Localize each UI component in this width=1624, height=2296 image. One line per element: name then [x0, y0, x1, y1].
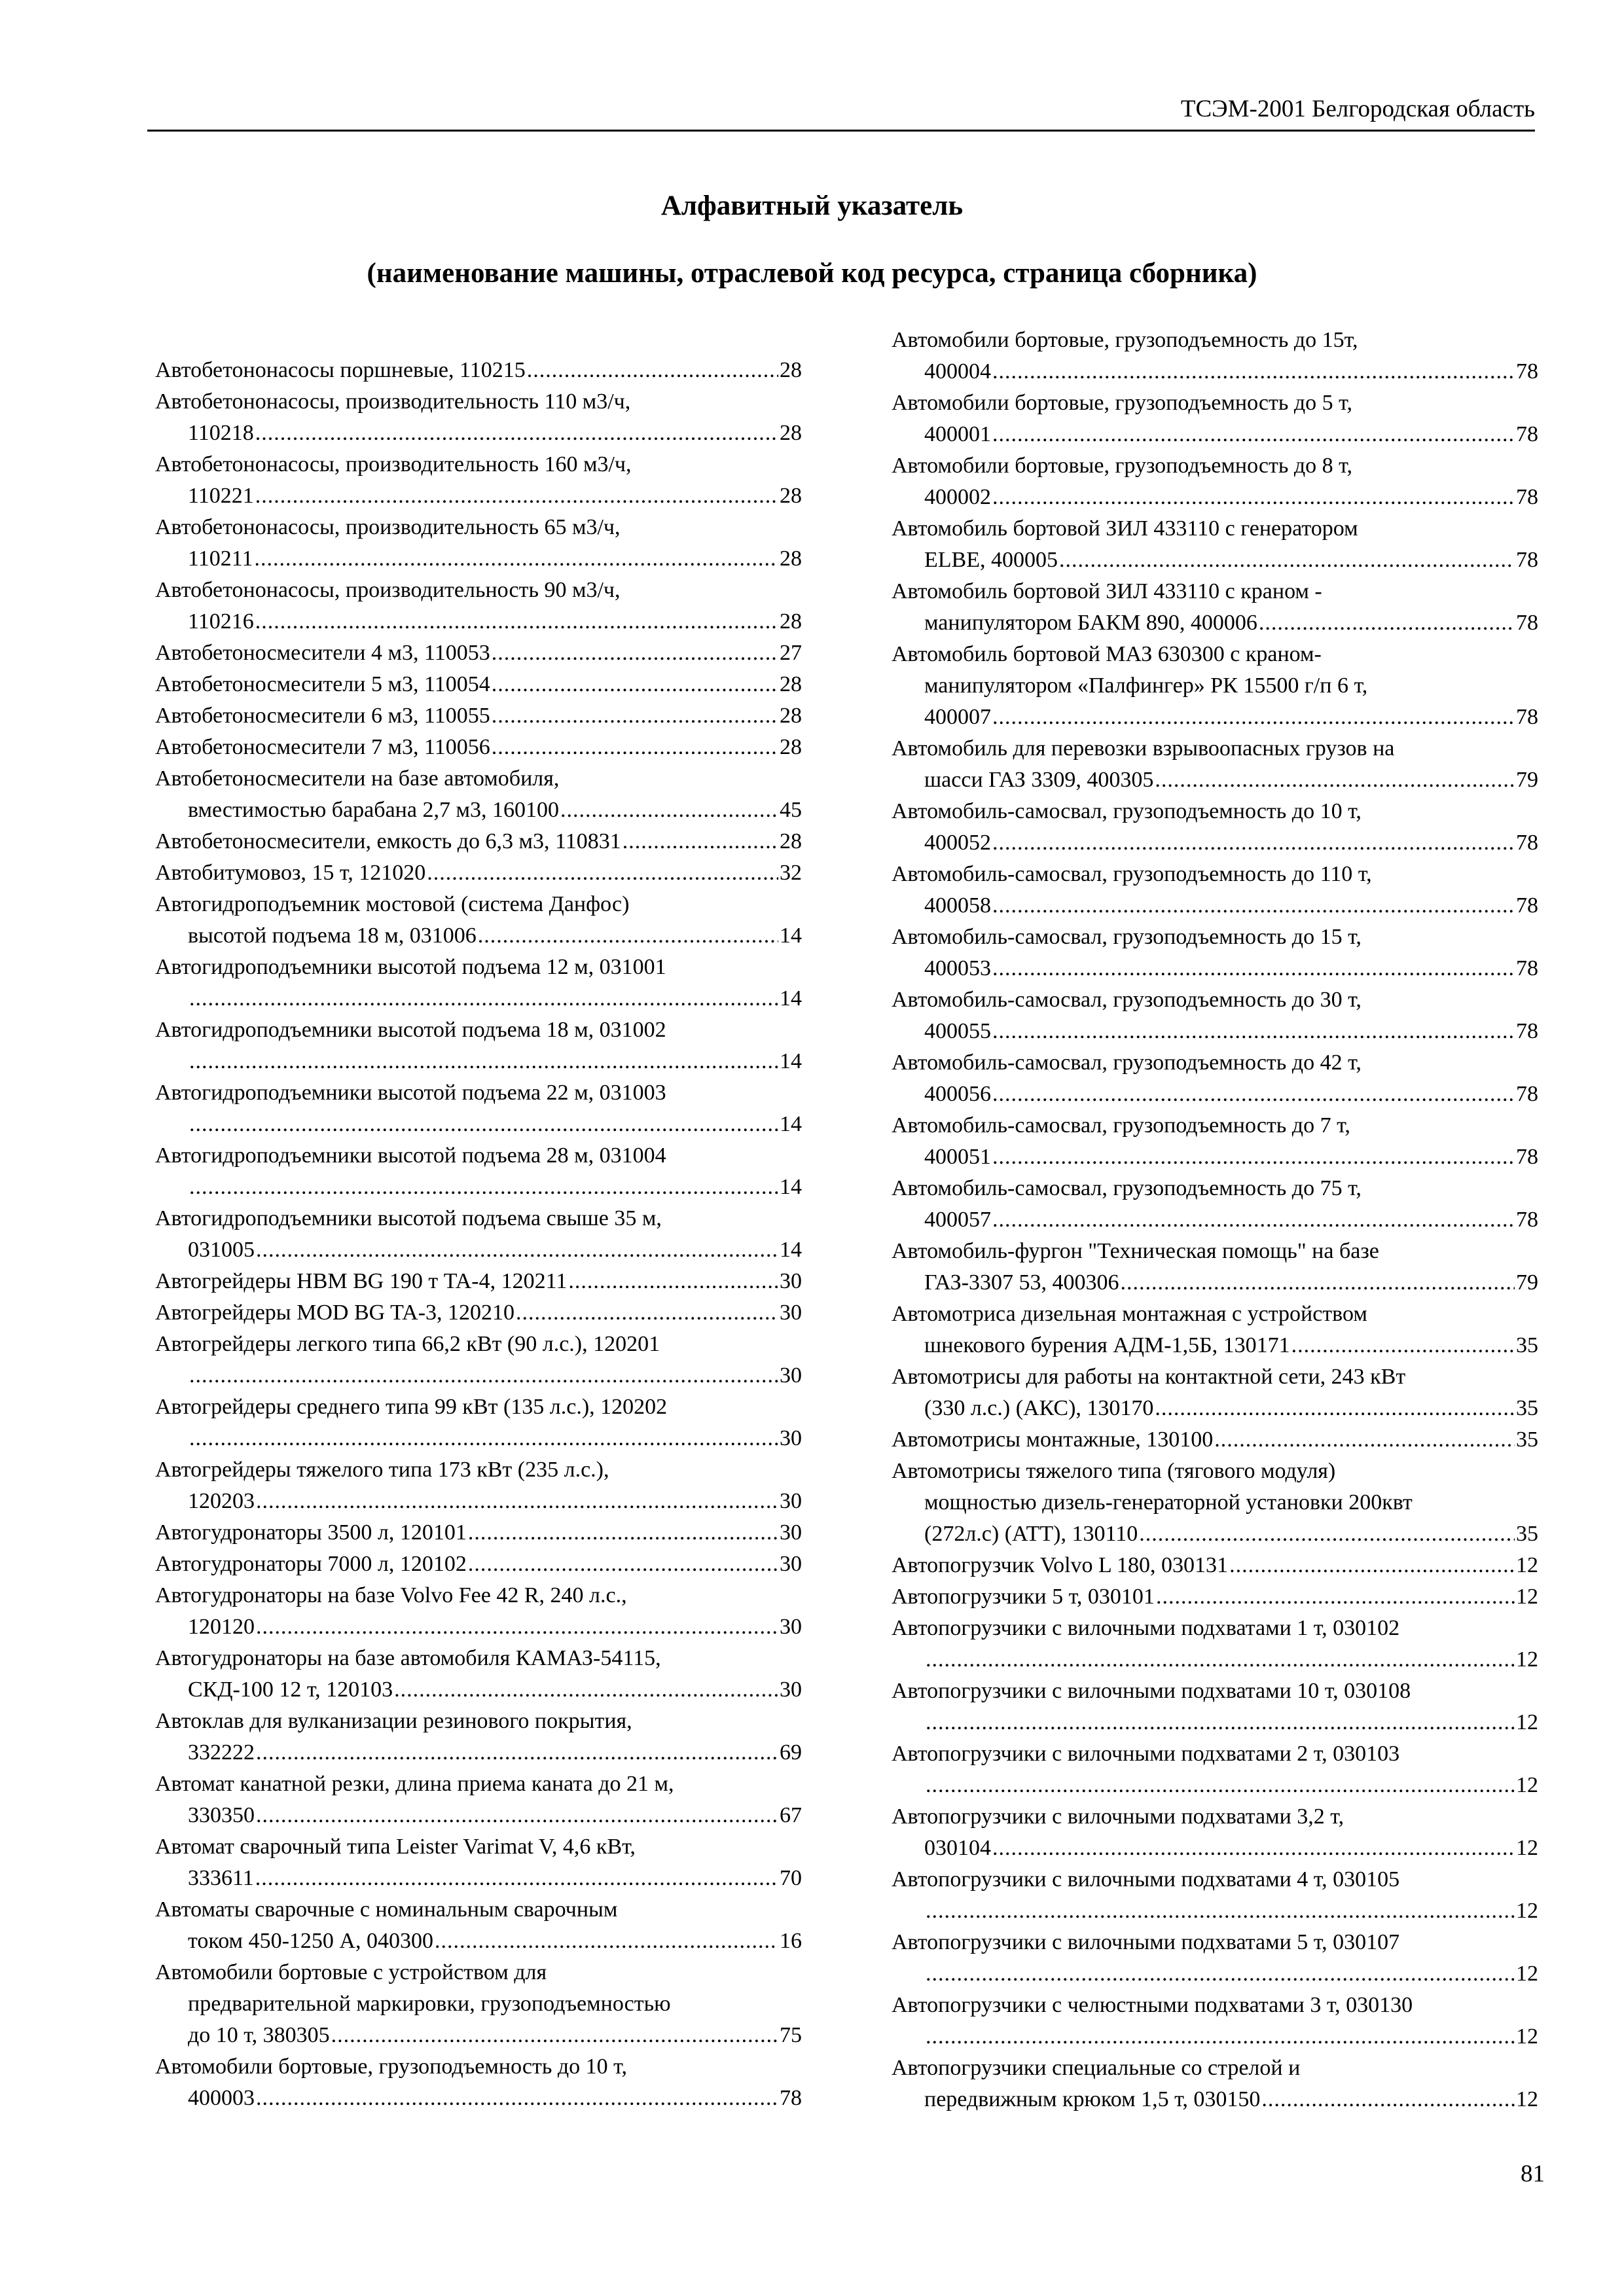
entry-page: 32	[780, 861, 802, 885]
entry-name-continued: (330 л.с.) (АКС), 130170	[924, 1396, 1154, 1420]
entry-page: 28	[780, 609, 802, 634]
index-entry	[155, 700, 802, 732]
dot-leader	[926, 1707, 1515, 1738]
entry-name: Автогрейдеры HBM BG 190 т TA-4, 120211	[155, 1269, 568, 1293]
index-entry	[155, 826, 802, 857]
entry-name: Автогидроподъемники высотой подъема 28 м, 031004	[155, 1143, 666, 1168]
entry-page: 12	[1516, 2024, 1538, 2049]
index-column-left	[155, 355, 802, 2114]
index-entry	[155, 1831, 802, 1894]
entry-page: 30	[780, 1489, 802, 1513]
index-entry	[892, 733, 1538, 796]
entry-name: Автобетононасосы, производительность 160 м3/ч,	[155, 452, 632, 476]
entry-name: Автопогрузчики с вилочными подхватами 3,2 т,	[892, 1804, 1344, 1829]
dot-leader	[527, 355, 778, 386]
index-entry	[155, 857, 802, 889]
dot-leader	[992, 482, 1515, 513]
index-entry	[892, 1676, 1538, 1738]
entry-name: Автопогрузчики с вилочными подхватами 4 т, 030105	[892, 1867, 1400, 1892]
dot-leader	[568, 1266, 778, 1297]
entry-name: Автогрейдеры легкого типа 66,2 кВт (90 л.с.), 120201	[155, 1332, 660, 1356]
entry-page: 78	[1516, 1019, 1538, 1043]
dot-leader	[256, 1611, 778, 1643]
index-entry	[892, 984, 1538, 1047]
index-entry	[892, 325, 1538, 387]
entry-name-continued: СКД-100 12 т, 120103	[188, 1677, 393, 1702]
running-header	[147, 92, 1535, 132]
entry-page: 78	[1516, 422, 1538, 446]
index-entry	[155, 1266, 802, 1297]
entry-name: Автопогрузчики 5 т, 030101	[892, 1585, 1155, 1609]
entry-name: Автобетоносмесители 4 м3, 110053	[155, 641, 490, 665]
entry-page: 70	[780, 1866, 802, 1890]
entry-page: 78	[1516, 611, 1538, 635]
entry-page: 28	[780, 421, 802, 445]
entry-page: 79	[1516, 768, 1538, 792]
index-subtitle: (наименование машины, отраслевой код ресурса, страница сборника)	[367, 258, 1257, 289]
entry-name: Автомобили бортовые с устройством для	[155, 1960, 547, 1984]
entry-page: 27	[780, 641, 802, 665]
dot-leader	[1214, 1424, 1515, 1456]
entry-page: 78	[1516, 705, 1538, 729]
entry-name: Автобетоносмесители 6 м3, 110055	[155, 704, 490, 728]
running-title: ТСЭМ-2001 Белгородская область	[1180, 96, 1535, 122]
index-entry	[155, 512, 802, 575]
entry-name: Автоматы сварочные с номинальным сварочным	[155, 1897, 618, 1922]
entry-name: мощностью дизель-генераторной установки 200квт	[924, 1490, 1413, 1515]
dot-leader	[560, 795, 778, 826]
dot-leader	[331, 2020, 778, 2051]
entry-name: Автобетоносмесители 5 м3, 110054	[155, 672, 490, 696]
dot-leader	[478, 920, 778, 952]
entry-page: 35	[1516, 1333, 1538, 1357]
entry-name: Автогрейдеры тяжелого типа 173 кВт (235 л.с.),	[155, 1458, 609, 1482]
dot-leader	[1155, 764, 1515, 796]
entry-page: 14	[780, 1112, 802, 1136]
entry-name-continued: 400058	[924, 893, 991, 918]
dot-leader	[189, 1046, 778, 1077]
dot-leader	[1261, 2084, 1515, 2115]
entry-name: Автогидроподъемник мостовой (система Данфос)	[155, 892, 630, 916]
entry-name: Автомобиль-самосвал, грузоподъемность до 15 т,	[892, 925, 1362, 949]
entry-name-continued: 400003	[188, 2086, 255, 2110]
index-column-right	[892, 325, 1538, 2115]
index-entry	[155, 732, 802, 763]
dot-leader	[256, 2083, 778, 2114]
index-entry	[892, 1801, 1538, 1864]
entry-name: Автомотрисы монтажные, 130100	[892, 1427, 1214, 1452]
entry-name: Автобетоносмесители 7 м3, 110056	[155, 735, 490, 759]
page-number: 81	[1521, 2161, 1545, 2187]
dot-leader	[992, 1079, 1515, 1110]
entry-name-continued: 332222	[188, 1740, 255, 1765]
index-entry	[892, 1990, 1538, 2053]
index-entry	[892, 1299, 1538, 1361]
entry-name-continued: 330350	[188, 1803, 255, 1827]
index-entry	[155, 575, 802, 637]
entry-name: Автопогрузчики специальные со стрелой и	[892, 2056, 1301, 2080]
entry-name-continued: передвижным крюком 1,5 т, 030150	[924, 2087, 1261, 2111]
dot-leader	[1229, 1550, 1515, 1581]
entry-name-continued: шнекового бурения АДМ-1,5Б, 130171	[924, 1333, 1290, 1357]
entry-name-continued: 031005	[188, 1238, 255, 1262]
entry-name: Автогудронаторы на базе Volvo Fee 42 R, 240 л.с.,	[155, 1583, 627, 1607]
index-entry	[155, 1706, 802, 1768]
index-entry	[155, 1077, 802, 1140]
index-entry	[892, 1361, 1538, 1424]
dot-leader	[623, 826, 778, 857]
index-entry	[892, 1456, 1538, 1550]
dot-leader	[435, 1926, 778, 1957]
index-entry	[155, 1329, 802, 1391]
index-entry	[155, 1894, 802, 1957]
entry-page: 78	[1516, 359, 1538, 384]
entry-name-continued: 110216	[188, 609, 254, 634]
entry-page: 12	[1516, 1710, 1538, 1734]
index-entry	[892, 1110, 1538, 1173]
entry-page: 78	[1516, 548, 1538, 572]
index-entry	[892, 387, 1538, 450]
entry-name: манипулятором «Палфингер» РК 15500 г/п 6 т,	[924, 673, 1368, 698]
entry-page: 12	[1516, 1836, 1538, 1860]
entry-page: 12	[1516, 2087, 1538, 2111]
entry-page: 30	[780, 1677, 802, 1702]
dot-leader	[992, 953, 1515, 984]
dot-leader	[189, 983, 778, 1014]
entry-name: Автогидроподъемники высотой подъема 22 м, 031003	[155, 1081, 666, 1105]
entry-page: 28	[780, 672, 802, 696]
dot-leader	[256, 1486, 778, 1517]
entry-name: Автогудронаторы 3500 л, 120101	[155, 1520, 467, 1545]
dot-leader	[492, 732, 778, 763]
entry-name: Автобетононасосы, производительность 90 м3/ч,	[155, 578, 621, 602]
dot-leader	[926, 1958, 1515, 1990]
entry-name-continued: 400052	[924, 831, 991, 855]
index-entry	[155, 1957, 802, 2051]
dot-leader	[992, 1016, 1515, 1047]
index-entry	[155, 952, 802, 1014]
dot-leader	[926, 1770, 1515, 1801]
entry-name-continued: 400057	[924, 1208, 991, 1232]
index-entry	[892, 1173, 1538, 1236]
entry-name-continued: 400051	[924, 1145, 991, 1169]
dot-leader	[1156, 1581, 1515, 1613]
dot-leader	[992, 890, 1515, 922]
dot-leader	[255, 606, 778, 637]
entry-name: Автопогрузчик Volvo L 180, 030131	[892, 1553, 1229, 1577]
entry-name-continued: 030104	[924, 1836, 991, 1860]
dot-leader	[189, 1423, 778, 1454]
entry-page: 28	[780, 358, 802, 382]
index-entry	[155, 1203, 802, 1266]
dot-leader	[1259, 607, 1515, 639]
entry-name-continued: 110211	[188, 547, 253, 571]
dot-leader	[992, 356, 1515, 387]
entry-name: Автомат канатной резки, длина приема каната до 21 м,	[155, 1772, 674, 1796]
entry-name: Автобетоносмесители, емкость до 6,3 м3, 110831	[155, 829, 621, 853]
entry-name: Автопогрузчики с вилочными подхватами 10 т, 030108	[892, 1679, 1411, 1703]
entry-name-continued: шасси ГАЗ 3309, 400305	[924, 768, 1154, 792]
dot-leader	[926, 1895, 1515, 1927]
dot-leader	[492, 669, 778, 700]
entry-page: 78	[1516, 1145, 1538, 1169]
dot-leader	[394, 1674, 778, 1706]
entry-page: 78	[1516, 956, 1538, 980]
entry-page: 14	[780, 1175, 802, 1199]
entry-page: 28	[780, 735, 802, 759]
entry-name: Автогидроподъемники высотой подъема свыше 35 м,	[155, 1206, 662, 1230]
entry-name: Автомобиль бортовой ЗИЛ 433110 с краном -	[892, 579, 1322, 603]
dot-leader	[255, 418, 778, 449]
entry-page: 28	[780, 704, 802, 728]
entry-page: 28	[780, 547, 802, 571]
index-entry	[155, 1643, 802, 1706]
entry-page: 35	[1516, 1522, 1538, 1546]
index-entry	[892, 1927, 1538, 1990]
index-entry	[892, 1047, 1538, 1110]
index-entry	[155, 1768, 802, 1831]
entry-page: 78	[1516, 485, 1538, 509]
entry-name-continued: 120120	[188, 1615, 255, 1639]
entry-page: 30	[780, 1552, 802, 1576]
entry-page: 69	[780, 1740, 802, 1765]
index-entry	[155, 1391, 802, 1454]
entry-name: Автомотрисы тяжелого типа (тягового модуля)	[892, 1459, 1336, 1483]
index-entry	[892, 1613, 1538, 1676]
entry-name: Автоклав для вулканизации резинового покрытия,	[155, 1709, 632, 1733]
entry-page: 14	[780, 924, 802, 948]
entry-name-continued: вместимостью барабана 2,7 м3, 160100	[188, 798, 559, 822]
dot-leader	[992, 1833, 1515, 1864]
entry-page: 12	[1516, 1899, 1538, 1923]
entry-page: 12	[1516, 1962, 1538, 1986]
entry-page: 30	[780, 1520, 802, 1545]
entry-page: 78	[1516, 893, 1538, 918]
entry-name: Автомобиль-самосвал, грузоподъемность до 10 т,	[892, 799, 1362, 823]
entry-name-continued: 400056	[924, 1082, 991, 1106]
dot-leader	[255, 480, 778, 512]
entry-name-continued: 400002	[924, 485, 991, 509]
index-entry	[892, 859, 1538, 922]
dot-leader	[468, 1517, 778, 1549]
index-entry	[155, 1454, 802, 1517]
dot-leader	[256, 1800, 778, 1831]
index-entry	[155, 1580, 802, 1643]
index-entry	[155, 669, 802, 700]
entry-name-continued: 333611	[188, 1866, 254, 1890]
dot-leader	[992, 419, 1515, 450]
index-entry	[155, 1549, 802, 1580]
entry-name: Автомотрисы для работы на контактной сети, 243 кВт	[892, 1365, 1406, 1389]
dot-leader	[992, 702, 1515, 733]
index-entry	[155, 889, 802, 952]
entry-page: 30	[780, 1363, 802, 1388]
entry-name: Автобетоносмесители на базе автомобиля,	[155, 766, 560, 791]
dot-leader	[1155, 1393, 1515, 1424]
entry-name: Автомобили бортовые, грузоподъемность до 5 т,	[892, 391, 1352, 415]
index-entry	[155, 2051, 802, 2114]
entry-name-continued: 110221	[188, 484, 254, 508]
entry-name-continued: ELBE, 400005	[924, 548, 1058, 572]
index-entry	[155, 1517, 802, 1549]
index-entry	[155, 1140, 802, 1203]
entry-name: Автогидроподъемники высотой подъема 18 м, 031002	[155, 1018, 666, 1042]
entry-page: 30	[780, 1426, 802, 1450]
dot-leader	[926, 1644, 1515, 1676]
entry-name-continued: 400055	[924, 1019, 991, 1043]
dot-leader	[468, 1549, 778, 1580]
entry-name: Автопогрузчики с вилочными подхватами 5 т, 030107	[892, 1930, 1400, 1954]
entry-name-continued: 400001	[924, 422, 991, 446]
index-entry	[892, 1581, 1538, 1613]
entry-name: Автомобиль для перевозки взрывоопасных грузов на	[892, 736, 1395, 761]
entry-name: Автобитумовоз, 15 т, 121020	[155, 861, 426, 885]
dot-leader	[254, 543, 778, 575]
entry-page: 78	[1516, 831, 1538, 855]
entry-name: Автогрейдеры MOD BG TA-3, 120210	[155, 1300, 515, 1325]
entry-name: Автомобиль бортовой МАЗ 630300 с краном-	[892, 642, 1322, 666]
entry-name: Автомобиль-самосвал, грузоподъемность до 75 т,	[892, 1176, 1362, 1200]
entry-page: 12	[1516, 1553, 1538, 1577]
index-entry	[892, 922, 1538, 984]
entry-name: Автомобиль-самосвал, грузоподъемность до 7 т,	[892, 1113, 1350, 1138]
entry-page: 14	[780, 986, 802, 1011]
entry-name: Автомобили бортовые, грузоподъемность до 10 т,	[155, 2054, 627, 2079]
entry-name: Автопогрузчики с вилочными подхватами 2 т, 030103	[892, 1742, 1400, 1766]
entry-page: 30	[780, 1615, 802, 1639]
entry-page: 78	[780, 2086, 802, 2110]
entry-name-continued: высотой подъема 18 м, 031006	[188, 924, 477, 948]
index-entry	[155, 449, 802, 512]
dot-leader	[189, 1109, 778, 1140]
index-entry	[892, 1738, 1538, 1801]
entry-page: 14	[780, 1238, 802, 1262]
dot-leader	[1059, 545, 1515, 576]
entry-page: 12	[1516, 1647, 1538, 1672]
entry-page: 75	[780, 2023, 802, 2047]
entry-name: Автобетононасосы поршневые, 110215	[155, 358, 526, 382]
entry-name-continued: 120203	[188, 1489, 255, 1513]
index-entry	[892, 513, 1538, 576]
dot-leader	[926, 2021, 1515, 2053]
dot-leader	[492, 637, 778, 669]
entry-page: 78	[1516, 1082, 1538, 1106]
entry-page: 28	[780, 829, 802, 853]
entry-page: 35	[1516, 1427, 1538, 1452]
index-entry	[892, 639, 1538, 733]
entry-name: Автогидроподъемники высотой подъема 12 м, 031001	[155, 955, 666, 979]
entry-name: Автобетононасосы, производительность 65 м3/ч,	[155, 515, 621, 539]
entry-name: Автомобиль-самосвал, грузоподъемность до 110 т,	[892, 862, 1372, 886]
dot-leader	[1291, 1330, 1515, 1361]
dot-leader	[992, 1204, 1515, 1236]
dot-leader	[189, 1360, 778, 1391]
entry-name: Автопогрузчики с челюстными подхватами 3 т, 030130	[892, 1993, 1413, 2017]
entry-name-continued: 400007	[924, 705, 991, 729]
index-entry	[892, 2053, 1538, 2115]
entry-name: Автомобиль бортовой ЗИЛ 433110 с генератором	[892, 516, 1358, 541]
index-entry	[892, 1864, 1538, 1927]
entry-page: 78	[1516, 1208, 1538, 1232]
index-entry	[155, 1014, 802, 1077]
index-entry	[892, 796, 1538, 859]
index-entry	[892, 1236, 1538, 1299]
dot-leader	[256, 1737, 778, 1768]
dot-leader	[516, 1297, 778, 1329]
entry-page: 45	[780, 798, 802, 822]
entry-name: Автомат сварочный типа Leister Varimat V, 4,6 кВт,	[155, 1835, 636, 1859]
index-entry	[155, 386, 802, 449]
index-entry	[155, 763, 802, 826]
entry-name-continued: ГАЗ-3307 53, 400306	[924, 1270, 1119, 1295]
entry-name: Автомобиль-фургон "Техническая помощь" на базе	[892, 1239, 1379, 1263]
entry-page: 67	[780, 1803, 802, 1827]
entry-page: 16	[780, 1929, 802, 1953]
index-entry	[892, 1550, 1538, 1581]
entry-name: Автомотриса дизельная монтажная с устройством	[892, 1302, 1367, 1326]
entry-name: Автопогрузчики с вилочными подхватами 1 т, 030102	[892, 1616, 1400, 1640]
entry-page: 12	[1516, 1585, 1538, 1609]
entry-name: Автомобиль-самосвал, грузоподъемность до 42 т,	[892, 1050, 1362, 1075]
entry-page: 12	[1516, 1773, 1538, 1797]
entry-page: 79	[1516, 1270, 1538, 1295]
index-entry	[892, 1424, 1538, 1456]
entry-name: предварительной маркировки, грузоподъемностью	[188, 1992, 671, 2016]
entry-name: Автогудронаторы 7000 л, 120102	[155, 1552, 467, 1576]
dot-leader	[189, 1172, 778, 1203]
dot-leader	[1121, 1267, 1515, 1299]
entry-page: 14	[780, 1049, 802, 1073]
index-entry	[155, 637, 802, 669]
index-entry	[892, 450, 1538, 513]
dot-leader	[1139, 1518, 1515, 1550]
entry-name: Автогрейдеры среднего типа 99 кВт (135 л.с.), 120202	[155, 1395, 668, 1419]
entry-name-continued: до 10 т, 380305	[188, 2023, 330, 2047]
dot-leader	[256, 1234, 778, 1266]
entry-name: Автомобили бортовые, грузоподъемность до 8 т,	[892, 454, 1352, 478]
entry-name: Автомобили бортовые, грузоподъемность до 15т,	[892, 328, 1358, 352]
index-entry	[892, 576, 1538, 639]
entry-page: 35	[1516, 1396, 1538, 1420]
entry-name-continued: 110218	[188, 421, 254, 445]
index-entry	[155, 355, 802, 386]
index-entry	[155, 1297, 802, 1329]
entry-name: Автогудронаторы на базе автомобиля КАМАЗ-54115,	[155, 1646, 661, 1670]
entry-name-continued: манипулятором БАКМ 890, 400006	[924, 611, 1257, 635]
index-title: Алфавитный указатель	[660, 190, 964, 221]
entry-name-continued: током 450-1250 А, 040300	[188, 1929, 433, 1953]
entry-name-continued: 400004	[924, 359, 991, 384]
dot-leader	[992, 1141, 1515, 1173]
entry-page: 28	[780, 484, 802, 508]
dot-leader	[255, 1863, 778, 1894]
entry-name-continued: (272л.с) (АТТ), 130110	[924, 1522, 1138, 1546]
dot-leader	[992, 827, 1515, 859]
entry-page: 30	[780, 1269, 802, 1293]
dot-leader	[492, 700, 778, 732]
dot-leader	[427, 857, 778, 889]
entry-page: 30	[780, 1300, 802, 1325]
entry-name: Автомобиль-самосвал, грузоподъемность до 30 т,	[892, 988, 1362, 1012]
entry-name-continued: 400053	[924, 956, 991, 980]
entry-name: Автобетононасосы, производительность 110 м3/ч,	[155, 389, 631, 414]
